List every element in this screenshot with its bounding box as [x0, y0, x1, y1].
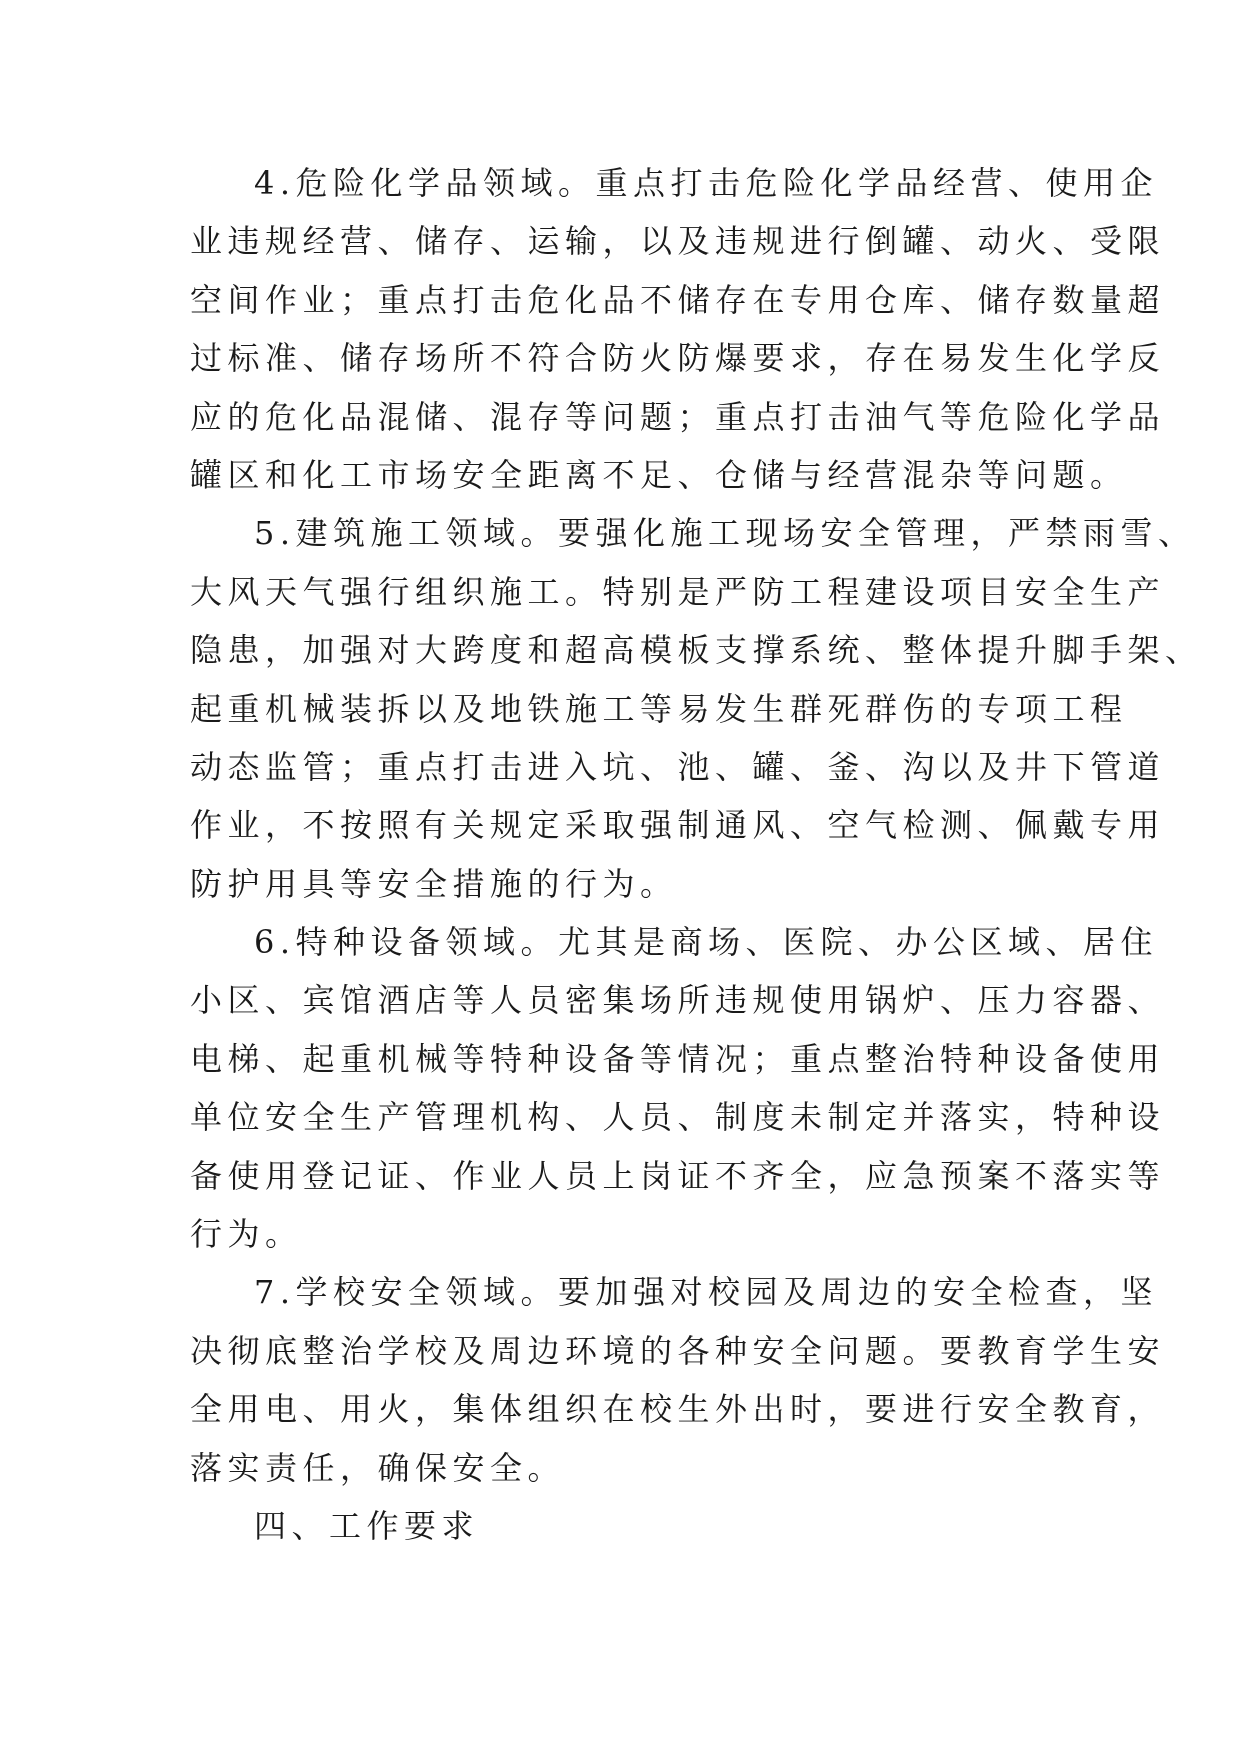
text-line: 4.危险化学品领域。重点打击危险化学品经营、使用企 [254, 164, 1159, 202]
text-line: 7.学校安全领域。要加强对校园及周边的安全检查，坚 [254, 1273, 1159, 1312]
text-line: 动态监管；重点打击进入坑、池、罐、釜、沟以及井下管道 [190, 747, 1166, 786]
paragraph-special-equipment [190, 913, 1166, 1263]
paragraph-hazardous-chemicals [190, 154, 1166, 504]
section-heading: 四、工作要求 [254, 1506, 480, 1545]
text-line: 防护用具等安全措施的行为。 [190, 864, 678, 903]
document-body [190, 154, 1203, 1555]
text-line: 5.建筑施工领域。要强化施工现场安全管理，严禁雨雪、 [254, 514, 1196, 553]
paragraph-construction [190, 504, 1203, 913]
text-line: 过标准、储存场所不符合防火防爆要求，存在易发生化学反 [190, 339, 1166, 378]
text-line: 6.特种设备领域。尤其是商场、医院、办公区域、居住 [254, 923, 1159, 962]
text-line: 行为。 [190, 1215, 303, 1254]
text-line: 业违规经营、储存、运输，以及违规进行倒罐、动火、受限 [190, 222, 1166, 261]
paragraph-school-safety [190, 1263, 1166, 1497]
text-line: 电梯、起重机械等特种设备等情况；重点整治特种设备使用 [190, 1039, 1166, 1078]
text-line: 备使用登记证、作业人员上岗证不齐全，应急预案不落实等 [190, 1156, 1166, 1195]
text-line: 罐区和化工市场安全距离不足、仓储与经营混杂等问题。 [190, 455, 1128, 494]
text-line: 空间作业；重点打击危化品不储存在专用仓库、储存数量超 [190, 280, 1166, 319]
text-line: 落实责任，确保安全。 [190, 1448, 566, 1487]
text-line: 全用电、用火，集体组织在校生外出时，要进行安全教育， [190, 1390, 1166, 1429]
text-line: 隐患，加强对大跨度和超高模板支撑系统、整体提升脚手架、 [190, 631, 1203, 670]
text-line: 应的危化品混储、混存等问题；重点打击油气等危险化学品 [190, 397, 1166, 436]
text-line: 起重机械装拆以及地铁施工等易发生群死群伤的专项工程 [190, 689, 1128, 728]
text-line: 单位安全生产管理机构、人员、制度未制定并落实，特种设 [190, 1098, 1166, 1137]
text-line: 小区、宾馆酒店等人员密集场所违规使用锅炉、压力容器、 [190, 981, 1166, 1020]
text-line: 大风天气强行组织施工。特别是严防工程建设项目安全生产 [190, 572, 1166, 611]
text-line: 作业，不按照有关规定采取强制通风、空气检测、佩戴专用 [190, 806, 1166, 845]
text-line: 决彻底整治学校及周边环境的各种安全问题。要教育学生安 [190, 1331, 1166, 1370]
